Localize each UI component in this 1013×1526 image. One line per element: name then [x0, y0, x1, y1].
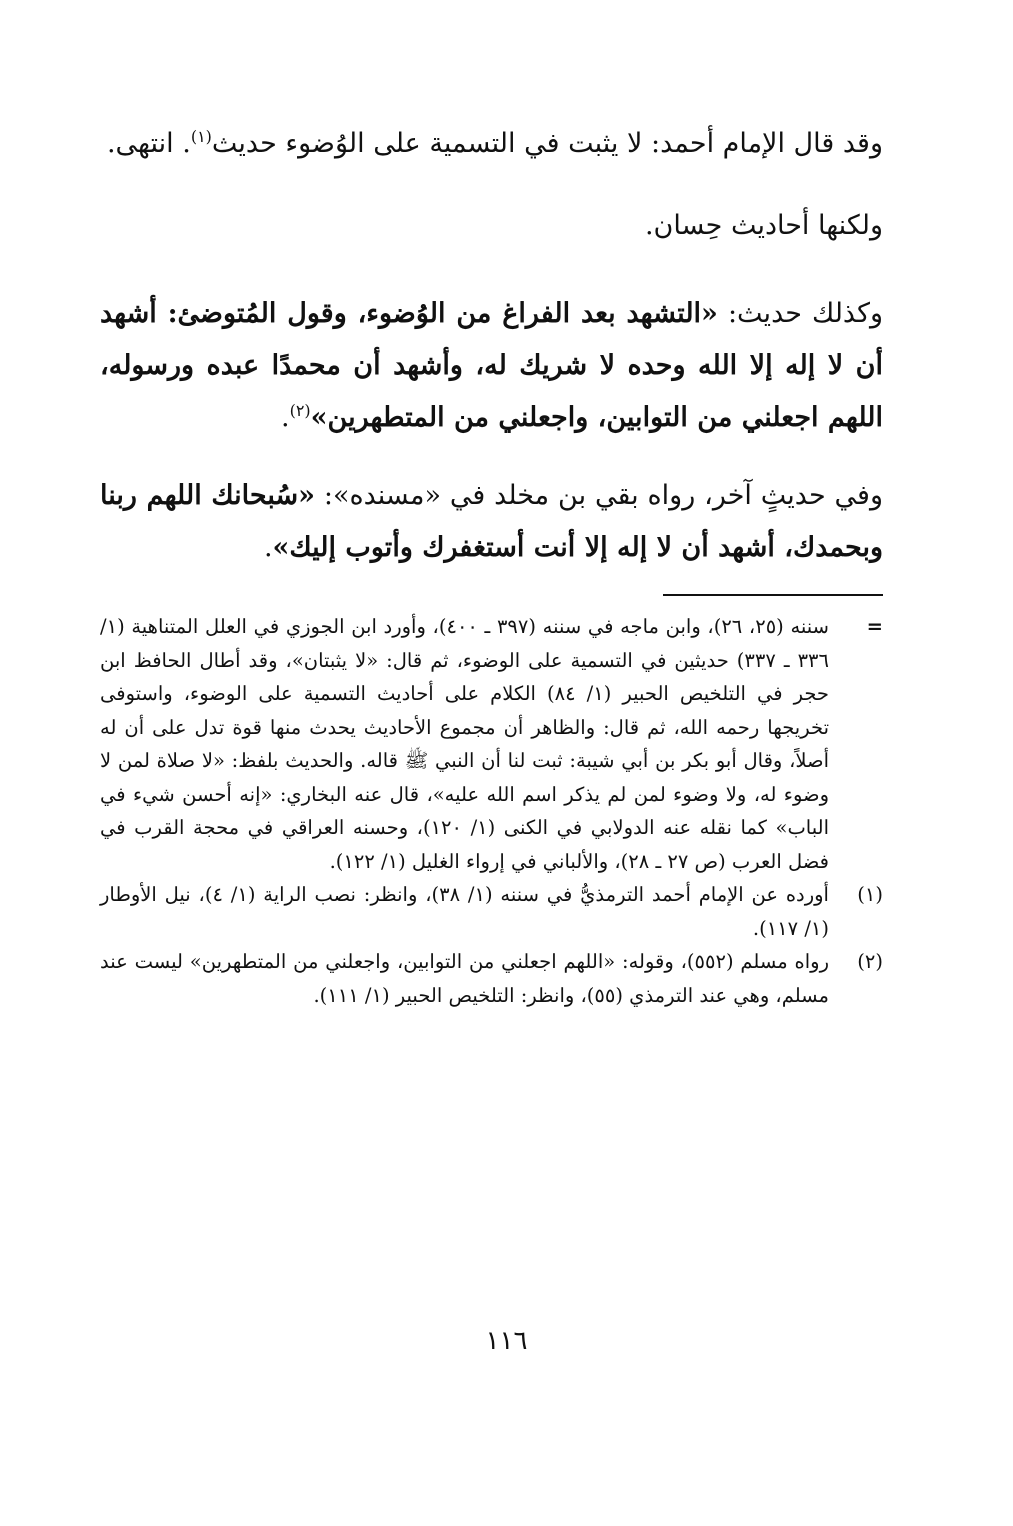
footnote-marker: (٢)	[857, 950, 883, 973]
page-number: ١١٦	[485, 1326, 528, 1356]
paragraph-end: . انتهى.	[106, 128, 191, 159]
paragraph-text: ولكنها أحاديث حِسان.	[644, 210, 883, 241]
hadith-quote: «سُبحانك اللهم ربنا وبحمدك، أشهد أن لا إله إلا أنت أستغفرك وأتوب إليك»	[100, 480, 883, 563]
continuation-marker: =	[866, 615, 883, 638]
paragraph-end: .	[280, 402, 290, 433]
footnotes-section	[100, 610, 883, 1012]
paragraph-intro: وفي حديثٍ آخر، رواه بقي بن مخلد في «مسنده»:	[314, 480, 883, 511]
paragraph-tashahhud-hadith	[100, 288, 883, 444]
footnote-ref-1[interactable]: (١)	[190, 127, 212, 146]
paragraph-intro: وكذلك حديث:	[717, 298, 883, 329]
paragraph-subhanak-hadith	[100, 470, 883, 574]
footnote-ref-2[interactable]: (٢)	[289, 401, 311, 420]
footnote-marker: (١)	[857, 883, 883, 906]
paragraph-end: .	[263, 532, 273, 563]
footnote-text: أورده عن الإمام أحمد الترمذيُّ في سننه (١/ ٣٨)، وانظر: نصب الراية (١/ ٤)، نيل الأوطار (١/ ١١٧).	[100, 883, 829, 940]
footnote-text: سننه (٢٥، ٢٦)، وابن ماجه في سننه (٣٩٧ ـ ٤٠٠)، وأورد ابن الجوزي في العلل المتناهية (١/ ٣٣٦ ـ ٣٣٧) حديثين في التسمية على الوضوء، ثم قال: «لا يثبتان»، وقد أطال الحافظ ابن حجر في التلخيص الحبير (١/ ٨٤) الكلام على أحاديث التسمية على الوضوء، واستوفى تخريجها رحمه الله، ثم قال: والظاهر أن مجموع الأحاديث يحدث منها قوة تدل على أن له أصلاً، وقال أبو بكر بن أبي شيبة: ثبت لنا أن النبي ﷺ قاله. والحديث بلفظ: «لا صلاة لمن لا وضوء له، ولا وضوء لمن لم يذكر اسم الله عليه»، قال عنه البخاري: «إنه أحسن شيء في الباب» كما نقله عنه الدولابي في الكنى (١/ ١٢٠)، وحسنه العراقي في محجة القرب في فضل العرب (ص ٢٧ ـ ٢٨)، والألباني في إرواء الغليل (١/ ١٢٢).	[100, 615, 830, 873]
footnote-separator	[663, 594, 883, 596]
footnote-1	[100, 878, 883, 945]
paragraph-hasan-hadiths	[100, 200, 883, 252]
hadith-quote: «التشهد بعد الفراغ من الوُضوء، وقول المُتوضئ: أشهد أن لا إله إلا الله وحده لا شريك له، وأشهد أن محمدًا عبده ورسوله، اللهم اجعلني من التوابين، واجعلني من المتطهرين»	[100, 298, 883, 433]
paragraph-imam-ahmad	[100, 118, 883, 170]
footnote-text: رواه مسلم (٥٥٢)، وقوله: «اللهم اجعلني من التوابين، واجعلني من المتطهرين» ليست عند مسلم، وهي عند الترمذي (٥٥)، وانظر: التلخيص الحبير (١/ ١١١).	[100, 950, 829, 1007]
page-content	[100, 118, 883, 1526]
footnote-continuation	[100, 610, 883, 878]
footnote-2	[100, 945, 883, 1012]
paragraph-text: وقد قال الإمام أحمد: لا يثبت في التسمية على الوُضوء حديث	[211, 128, 883, 159]
